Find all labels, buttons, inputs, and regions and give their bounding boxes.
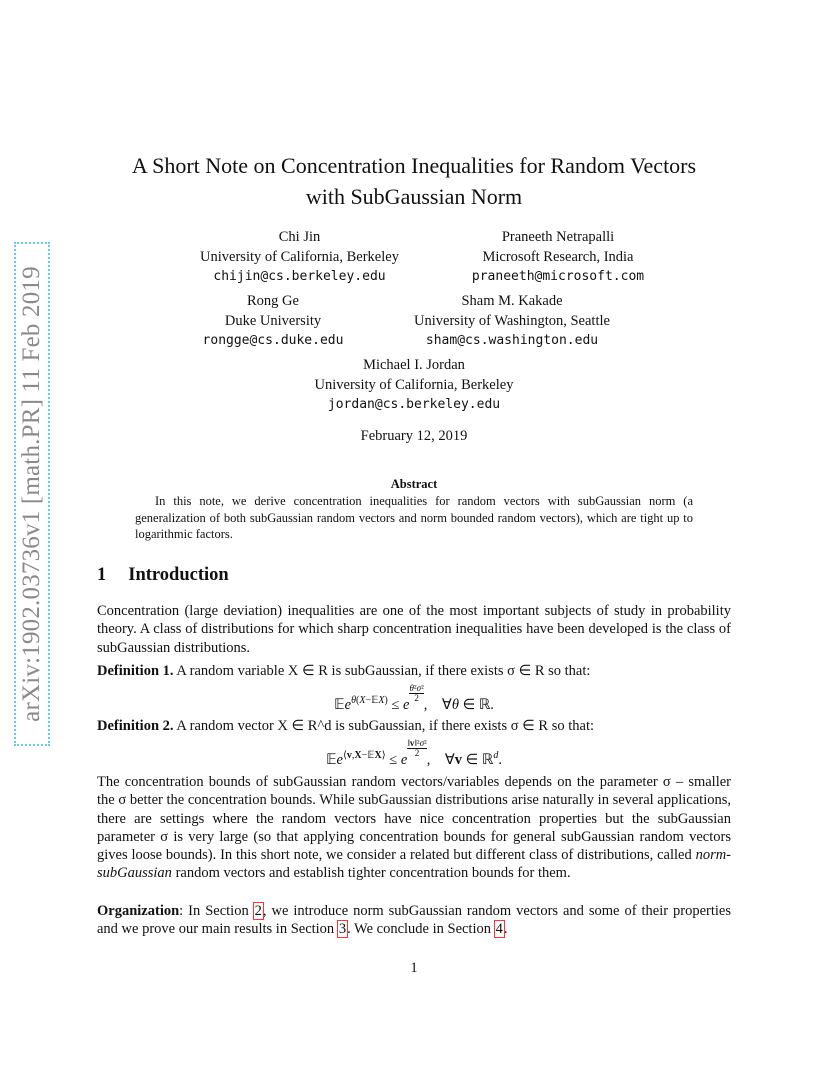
title-line-2: with SubGaussian Norm xyxy=(305,184,523,209)
definition-2 xyxy=(97,717,731,735)
definition-text: A random vector X ∈ R^d is subGaussian, if there exists σ ∈ R so that: xyxy=(176,718,594,734)
organization-label: Organization xyxy=(97,903,180,919)
author-name: Michael I. Jordan xyxy=(363,357,465,373)
author-affiliation: Microsoft Research, India xyxy=(482,248,634,265)
section-title: Introduction xyxy=(128,565,229,585)
author-email[interactable]: sham@cs.washington.edu xyxy=(425,333,599,348)
paragraph-2-text-end: random vectors and establish tighter concentration bounds for them. xyxy=(175,865,571,882)
author-block xyxy=(183,228,416,287)
title-line-1: A Short Note on Concentration Inequalities for Random Vectors xyxy=(131,153,697,178)
author-email[interactable]: chijin@cs.berkeley.edu xyxy=(213,269,386,284)
author-name: Sham M. Kakade xyxy=(461,293,563,309)
definition-label: Definition 1. xyxy=(97,663,174,679)
author-email[interactable]: jordan@cs.berkeley.edu xyxy=(327,397,501,412)
intro-paragraph: Concentration (large deviation) inequalities are one of the most important subjects of study in probability theory. A class of distributions for which sharp concentration inequalities have been developed is the class of subGaussian distributions. xyxy=(97,603,731,656)
author-email[interactable]: praneeth@microsoft.com xyxy=(471,269,645,284)
author-name: Praneeth Netrapalli xyxy=(501,229,615,245)
author-block xyxy=(393,292,631,351)
section-ref-2[interactable]: 2 xyxy=(254,903,262,919)
author-affiliation: Duke University xyxy=(224,312,322,329)
paragraph-2-emphasis: norm-subGaussian xyxy=(97,847,732,882)
section-ref-4[interactable]: 4 xyxy=(495,921,503,938)
definition-label: Definition 2. xyxy=(97,718,174,734)
organization-paragraph xyxy=(97,902,731,939)
author-block xyxy=(448,228,668,287)
organization-text: : In Section xyxy=(179,903,249,919)
author-name: Chi Jin xyxy=(278,229,321,245)
author-block xyxy=(183,292,363,351)
equation-1: 𝔼e$^{\theta(X-𝔼X)}$ ≤ $e\frac{\text{θ²σ²}}{2}$ , ∀θ ∈ ℝ. xyxy=(334,683,494,713)
paragraph-2 xyxy=(97,773,731,883)
paper-date: February 12, 2019 xyxy=(360,428,468,444)
organization-text: , we introduce norm subGaussian random vectors and some of their properties and we prove our main results in Section xyxy=(97,903,732,938)
section-ref-3[interactable]: 3 xyxy=(338,921,347,938)
paper-title xyxy=(96,150,732,212)
organization-text: . We conclude in Section xyxy=(347,921,491,938)
abstract-body: In this note, we derive concentration inequalities for random vectors with subGaussian norm (a generalization of both subGaussian random vectors and norm bounded random vectors), which are tight up to logarithmic factors. xyxy=(135,494,693,541)
abstract-heading: Abstract xyxy=(390,477,438,491)
definition-1 xyxy=(97,662,731,680)
paragraph-2-text: The concentration bounds of subGaussian random vectors/variables depends on the parameter σ – smaller the σ better the concentration bounds. While subGaussian distributions arise naturally in several applications, there are settings where the random vectors have nice concentration properties but the subGaussian parameter σ is very large (so that applying concentration bounds for general subGaussian random vectors gives loose bounds). In this short note, we consider a related but different class of distributions, called xyxy=(97,774,731,864)
equation-2: 𝔼e$^{⟨v,X-𝔼X⟩}$ ≤ $e\frac{\text{‖v‖²σ²}}{2}$ , ∀v ∈ ℝ$^d$. xyxy=(325,738,503,768)
organization-text: . xyxy=(503,921,508,938)
definition-text: A random variable X ∈ R is subGaussian, if there exists σ ∈ R so that: xyxy=(176,663,591,679)
page-number: 1 xyxy=(410,960,418,976)
arxiv-stamp xyxy=(14,242,50,746)
section-heading xyxy=(97,565,229,586)
author-block xyxy=(264,356,564,415)
author-affiliation: University of California, Berkeley xyxy=(314,376,514,393)
author-name: Rong Ge xyxy=(247,293,299,309)
author-affiliation: University of California, Berkeley xyxy=(200,248,399,265)
author-email[interactable]: rongge@cs.duke.edu xyxy=(202,333,344,348)
section-number: 1 xyxy=(97,565,107,585)
author-affiliation: University of Washington, Seattle xyxy=(414,312,610,329)
arxiv-stamp-text: arXiv:1902.03736v1 [math.PR] 11 Feb 2019 xyxy=(18,266,45,722)
